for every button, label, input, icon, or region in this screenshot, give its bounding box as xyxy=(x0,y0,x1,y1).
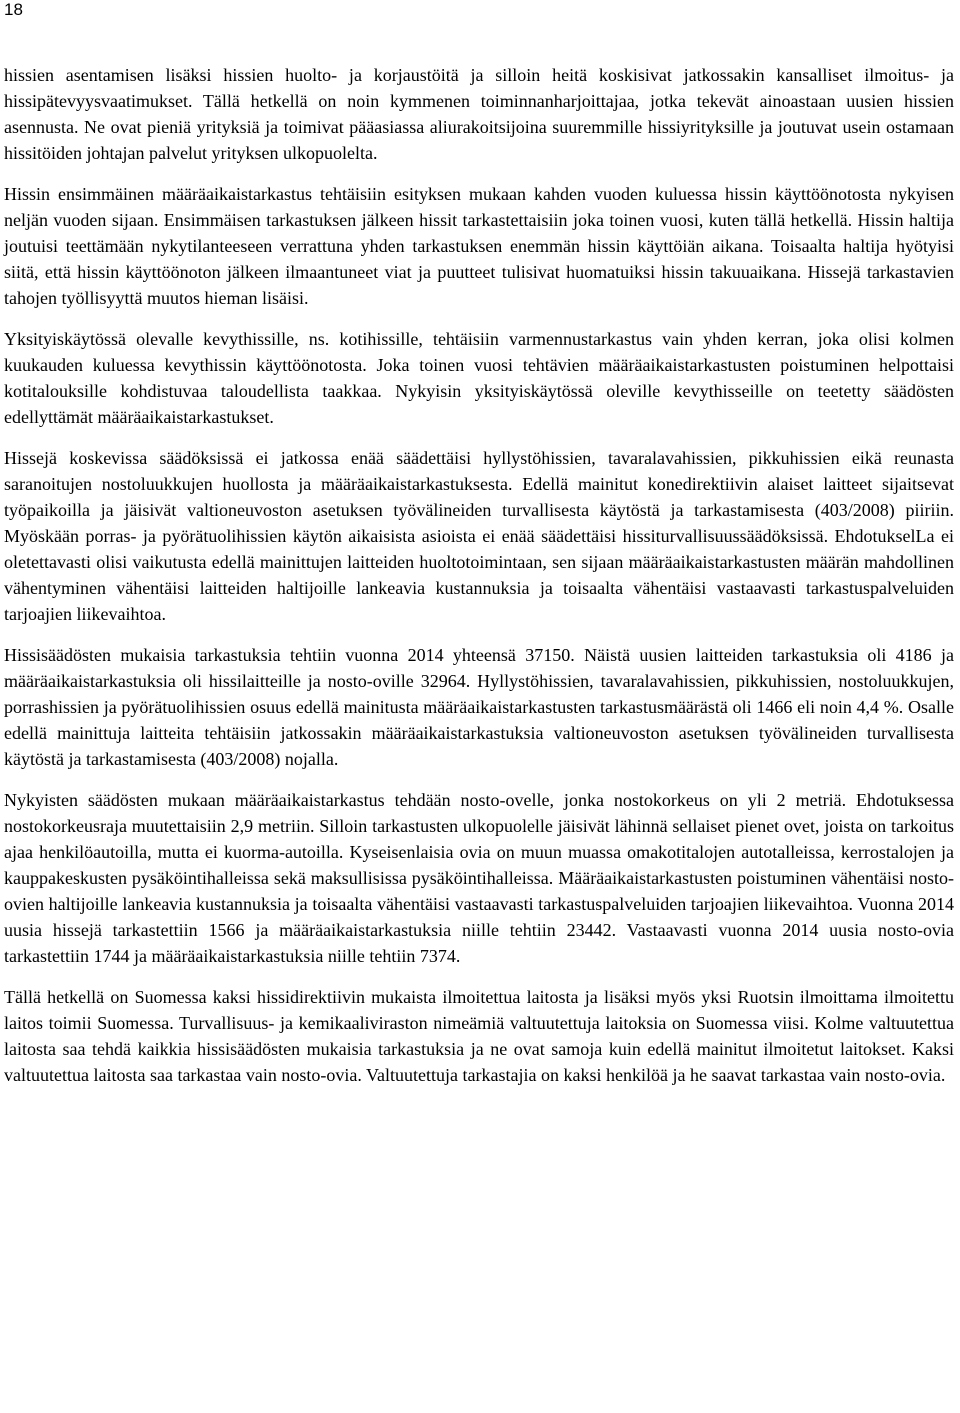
paragraph: Hissejä koskevissa säädöksissä ei jatkossa enää säädettäisi hyllystöhissien, tavaralavahissien, pikkuhissien eikä reunasta saranoitujen nostoluukkujen huollosta ja määräaikaistarkastuksesta. Edellä mainitut konedirektiivin alaiset laitteet sijaitsevat työpaikoilla ja jäisivät valtioneuvoston asetuksen työvälineiden turvallisesta käytöstä ja tarkastamisesta (403/2008) piiriin. Myöskään porras- ja pyörätuolihissien käytön aikaisista asioista ei enää säädettäisi hissiturvallisuussäädöksissä. EhdotukselLa ei oletettavasti olisi vaikutusta edellä mainittujen laitteiden huoltotoimintaan, sen sijaan määräaikaistarkastusten määrän mahdollinen vähentyminen vähentäisi laitteiden haltijoille lankeavia kustannuksia ja toisaalta vähentäisi vastaavasti tarkastuspalveluiden tarjoajien liikevaihtoa. xyxy=(4,448,954,624)
document-body xyxy=(4,62,954,1103)
paragraph: Yksityiskäytössä olevalle kevythissille, ns. kotihissille, tehtäisiin varmennustarkastus vain yhden kerran, joka olisi kolmen kuukauden kuluessa kevythissin käyttöönotosta. Joka toinen vuosi tehtävien määräaikaistarkastusten poistuminen helpottaisi kotitalouksille kohdistuvaa taloudellista taakkaa. Nykyisin yksityiskäytössä oleville kevythisseille on teetetty säädösten edellyttämät määräaikaistarkastukset. xyxy=(4,329,954,427)
paragraph: Hissisäädösten mukaisia tarkastuksia tehtiin vuonna 2014 yhteensä 37150. Näistä uusien laitteiden tarkastuksia oli 4186 ja määräaikaistarkastuksia oli hissilaitteille ja nosto-oville 32964. Hyllystöhissien, tavaralavahissien, pikkuhissien, nostoluukkujen, porrashissien ja pyörätuolihissien osuus edellä mainitusta määräaikaistarkastusten tarkastusmäärästä oli 1466 eli noin 4,4 %. Osalle edellä mainittuja laitteita tehtäisiin jatkossakin määräaikaistarkastuksia valtioneuvoston asetuksen työvälineiden turvallisesta käytöstä ja tarkastamisesta (403/2008) nojalla. xyxy=(4,645,954,769)
paragraph: Nykyisten säädösten mukaan määräaikaistarkastus tehdään nosto-ovelle, jonka nostokorkeus on yli 2 metriä. Ehdotuksessa nostokorkeusraja muutettaisiin 2,9 metriin. Silloin tarkastusten ulkopuolelle jäisivät lähinnä sellaiset pienet ovet, joista on tarkoitus ajaa henkilöautoilla, mutta ei kuorma-autoilla. Kyseisenlaisia ovia on muun muassa omakotitalojen autotalleissa, kerrostalojen ja kauppakeskusten pysäköintihalleissa sekä maksullisissa pysäköintihalleissa. Määräaikaistarkastusten poistuminen vähentäisi nosto-ovien haltijoille lankeavia kustannuksia ja toisaalta vähentäisi vastaavasti tarkastuspalveluiden tarjoajien liikevaihtoa. Vuonna 2014 uusia hissejä tarkastettiin 1566 ja määräaikaistarkastuksia niille tehtiin 23442. Vastaavasti vuonna 2014 uusia nosto-ovia tarkastettiin 1744 ja määräaikaistarkastuksia niille tehtiin 7374. xyxy=(4,790,954,966)
paragraph: Hissin ensimmäinen määräaikaistarkastus tehtäisiin esityksen mukaan kahden vuoden kuluessa hissin käyttöönotosta nykyisen neljän vuoden sijaan. Ensimmäisen tarkastuksen jälkeen hissit tarkastettaisiin joka toinen vuosi, kuten tällä hetkellä. Hissin haltija joutuisi teettämään nykytilanteeseen verrattuna yhden tarkastuksen enemmän hissin käyttöiän aikana. Toisaalta haltija hyötyisi siitä, että hissin käyttöönoton jälkeen ilmaantuneet viat ja puutteet tulisivat huomatuiksi hissin takuuaikana. Hissejä tarkastavien tahojen työllisyyttä muutos hieman lisäisi. xyxy=(4,184,954,308)
paragraph: Tällä hetkellä on Suomessa kaksi hissidirektiivin mukaista ilmoitettua laitosta ja lisäksi myös yksi Ruotsin ilmoittama ilmoitettu laitos toimii Suomessa. Turvallisuus- ja kemikaaliviraston nimeämiä valtuutettuja laitoksia on Suomessa viisi. Kolme valtuutettua laitosta saa tehdä kaikkia hissisäädösten mukaisia tarkastuksia ja ne ovat samoja kuin edellä mainitut ilmoitetut laitokset. Kaksi valtuutettua laitosta saa tarkastaa vain nosto-ovia. Valtuutettuja tarkastajia on kaksi henkilöä ja he saavat tarkastaa vain nosto-ovia. xyxy=(4,987,954,1085)
paragraph: hissien asentamisen lisäksi hissien huolto- ja korjaustöitä ja silloin heitä koskisivat jatkossakin kansalliset ilmoitus- ja hissipätevyysvaatimukset. Tällä hetkellä on noin kymmenen toiminnanharjoittajaa, jotka tekevät ainoastaan uusien hissien asennusta. Ne ovat pieniä yrityksiä ja toimivat pääasiassa aliurakoitsijoina suuremmille hissiyrityksille ja joutuvat usein ostamaan hissitöiden johtajan palvelut yrityksen ulkopuolelta. xyxy=(4,65,954,163)
page-number: 18 xyxy=(4,0,23,19)
